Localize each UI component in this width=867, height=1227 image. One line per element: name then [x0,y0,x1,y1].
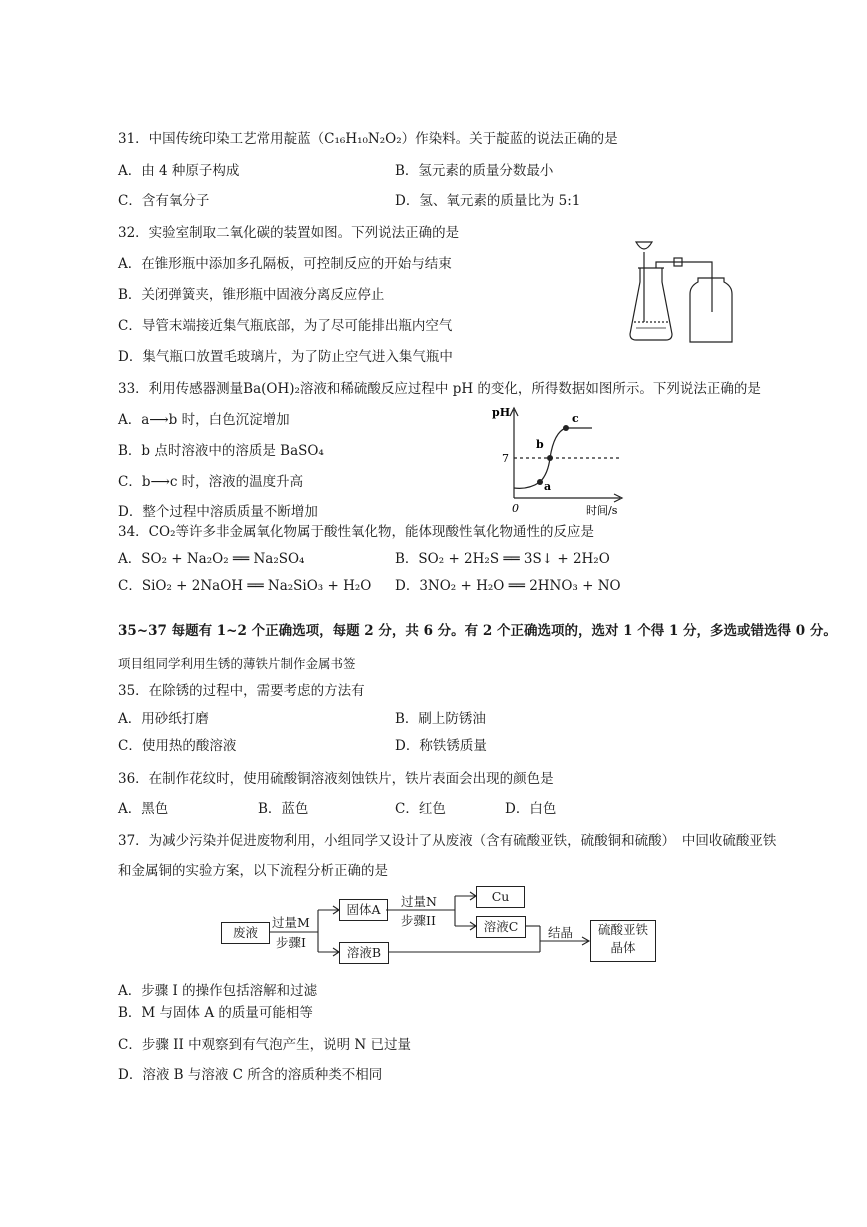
flow-step2-label: 步骤II [401,913,436,928]
q31-option-a: A．由 4 种原子构成 [118,163,240,179]
ph-x-label: 时间/s [586,504,618,517]
q31-stem: 31．中国传统印染工艺常用靛蓝（C₁₆H₁₀N₂O₂）作染料。关于靛蓝的说法正确的是 [118,131,618,147]
ph-origin: 0 [512,502,519,515]
ph-label-a: a [544,480,552,493]
q36-option-c: C．红色 [395,801,446,817]
q34-option-d: D．3NO₂ + H₂O ══ 2HNO₃ + NO [395,578,621,594]
q32-option-b: B．关闭弹簧夹，锥形瓶中固液分离反应停止 [118,287,385,303]
q36-option-d: D．白色 [505,801,557,817]
q37-option-d: D．溶液 B 与溶液 C 所含的溶质种类不相同 [118,1067,383,1083]
ph-point-c [563,425,569,431]
q33-option-a: A．a⟶b 时，白色沉淀增加 [118,412,290,428]
q36-stem: 36．在制作花纹时，使用硫酸铜溶液刻蚀铁片，铁片表面会出现的颜色是 [118,771,554,787]
q34-option-a: A．SO₂ + Na₂O₂ ══ Na₂SO₄ [118,551,305,567]
flow-product-box [590,920,656,962]
ph-point-a [537,479,543,485]
flow-solution-b-box: 溶液B [339,942,389,964]
q32-option-d: D．集气瓶口放置毛玻璃片，为了防止空气进入集气瓶中 [118,349,453,365]
ph-tick-7: 7 [502,452,509,465]
ph-y-label: pH [492,406,511,419]
q33-option-c: C．b⟶c 时，溶液的温度升高 [118,474,304,490]
q36-option-a: A．黑色 [118,801,169,817]
q32-option-c: C．导管末端接近集气瓶底部，为了尽可能排出瓶内空气 [118,318,453,334]
q35-option-c: C．使用热的酸溶液 [118,738,237,754]
section-context: 项目组同学利用生锈的薄铁片制作金属书签 [118,656,356,671]
q35-stem: 35．在除锈的过程中，需要考虑的方法有 [118,683,365,699]
ph-point-b [547,455,553,461]
section-instruction: 35~37 每题有 1~2 个正确选项，每题 2 分，共 6 分。有 2 个正确选项的，选对 1 个得 1 分，多选或错选得 0 分。 [118,623,837,639]
flow-solid-a-box: 固体A [339,899,388,921]
q31-option-d: D．氢、氧元素的质量比为 5:1 [395,193,581,209]
q33-stem: 33．利用传感器测量Ba(OH)₂溶液和稀硫酸反应过程中 pH 的变化，所得数据如图所示。下列说法正确的是 [118,381,761,397]
flow-crystallize-label: 结晶 [548,925,574,940]
ph-label-b: b [536,438,544,451]
q37-option-a: A．步骤 I 的操作包括溶解和过滤 [118,983,318,999]
flow-product-line2: 晶体 [610,940,636,955]
flow-excess-m-label: 过量M [272,915,310,930]
q33-option-b: B．b 点时溶液中的溶质是 BaSO₄ [118,443,324,459]
q34-option-b: B．SO₂ + 2H₂S ══ 3S↓ + 2H₂O [395,551,610,567]
q33-option-d: D．整个过程中溶质质量不断增加 [118,504,318,520]
ph-chart [488,402,638,522]
flow-waste-box: 废液 [221,922,270,944]
co2-apparatus-figure [626,238,738,346]
q31-option-c: C．含有氧分子 [118,193,210,209]
q34-option-c: C．SiO₂ + 2NaOH ══ Na₂SiO₃ + H₂O [118,578,372,594]
q37-stem-line2: 和金属铜的实验方案，以下流程分析正确的是 [118,863,388,879]
q37-option-b: B．M 与固体 A 的质量可能相等 [118,1005,313,1021]
flow-product-line1: 硫酸亚铁 [597,922,648,937]
q37-stem-line1: 37．为减少污染并促进废物利用，小组同学又设计了从废液（含有硫酸亚铁，硫酸铜和硫酸） 中回收硫酸亚铁 [118,833,777,849]
q35-option-b: B．刷上防锈油 [395,711,486,727]
q35-option-a: A．用砂纸打磨 [118,711,209,727]
q34-stem: 34．CO₂等许多非金属氧化物属于酸性氧化物，能体现酸性氧化物通性的反应是 [118,524,594,540]
ph-label-c: c [572,412,579,425]
q36-option-b: B．蓝色 [258,801,309,817]
flow-excess-n-label: 过量N [401,894,437,909]
q35-option-d: D．称铁锈质量 [395,738,487,754]
q32-option-a: A．在锥形瓶中添加多孔隔板，可控制反应的开始与结束 [118,256,452,272]
q37-option-c: C．步骤 II 中观察到有气泡产生，说明 N 已过量 [118,1037,411,1053]
q31-option-b: B．氢元素的质量分数最小 [395,163,554,179]
q32-stem: 32．实验室制取二氧化碳的装置如图。下列说法正确的是 [118,225,460,241]
flow-cu-box: Cu [476,886,525,908]
flow-solution-c-box: 溶液C [476,916,526,938]
flow-step1-label: 步骤I [276,935,306,950]
